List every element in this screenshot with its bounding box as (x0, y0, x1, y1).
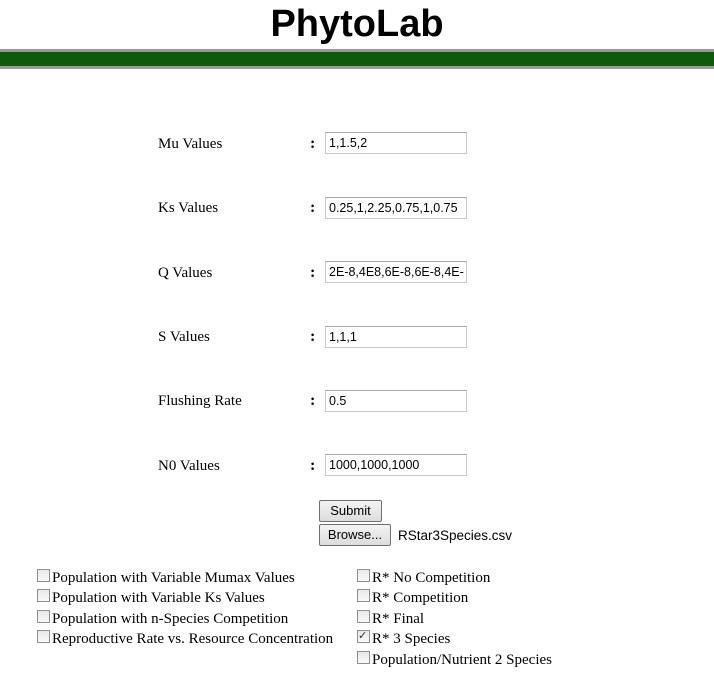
q-values-colon: : (310, 264, 316, 281)
option-rstar-3-species-label: R* 3 Species (372, 631, 451, 647)
ks-values-colon: : (310, 199, 316, 216)
option-mumax-label: Population with Variable Mumax Values (52, 570, 295, 586)
checkbox-n-species[interactable] (37, 610, 50, 623)
option-n-species-label: Population with n-Species Competition (52, 611, 289, 627)
s-values-input[interactable]: 1,1,1 (325, 326, 467, 348)
option-rstar-no-competition[interactable] (357, 569, 490, 587)
selected-file-name: RStar3Species.csv (398, 528, 513, 543)
mu-values-colon: : (310, 135, 316, 152)
checkbox-rstar-no-competition[interactable] (357, 569, 370, 582)
ks-values-label: Ks Values (158, 200, 219, 216)
q-values-input[interactable]: 2E-8,4E8,6E-8,6E-8,4E- (325, 261, 467, 283)
submit-button[interactable]: Submit (319, 500, 382, 522)
flushing-rate-label: Flushing Rate (158, 393, 242, 409)
checkbox-rstar-final[interactable] (357, 610, 370, 623)
option-rstar-no-competition-label: R* No Competition (372, 570, 491, 586)
option-mumax[interactable] (37, 569, 295, 587)
option-n-species[interactable] (37, 610, 288, 628)
option-rstar-final-label: R* Final (372, 611, 425, 627)
n0-values-colon: : (310, 457, 316, 474)
option-population-nutrient[interactable] (357, 651, 552, 669)
option-ks[interactable] (37, 589, 265, 607)
checkbox-rstar-3-species[interactable] (357, 630, 370, 643)
mu-values-input[interactable]: 1,1.5,2 (325, 132, 467, 154)
checkbox-ks[interactable] (37, 589, 50, 602)
page-title: PhytoLab (270, 3, 444, 45)
option-rstar-competition-label: R* Competition (372, 590, 469, 606)
flushing-rate-colon: : (310, 392, 316, 409)
option-rstar-3-species[interactable] (357, 630, 450, 648)
n0-values-input[interactable]: 1000,1000,1000 (325, 454, 467, 476)
flushing-rate-input[interactable]: 0.5 (325, 390, 467, 412)
n0-values-label: N0 Values (158, 458, 220, 474)
checkbox-rstar-competition[interactable] (357, 589, 370, 602)
checkbox-population-nutrient[interactable] (357, 651, 370, 664)
header-divider-bottom (0, 66, 714, 69)
ks-values-input[interactable]: 0.25,1,2.25,0.75,1,0.75 (325, 197, 467, 219)
s-values-colon: : (310, 328, 316, 345)
option-rstar-final[interactable] (357, 610, 424, 628)
checkbox-reproductive-rate[interactable] (37, 630, 50, 643)
option-rstar-competition[interactable] (357, 589, 468, 607)
q-values-label: Q Values (158, 265, 213, 281)
option-reproductive-rate-label: Reproductive Rate vs. Resource Concentration (52, 631, 334, 647)
s-values-label: S Values (158, 329, 210, 345)
browse-button[interactable]: Browse... (319, 524, 391, 546)
checkbox-mumax[interactable] (37, 569, 50, 582)
mu-values-label: Mu Values (158, 136, 223, 152)
option-reproductive-rate[interactable] (37, 630, 333, 648)
option-ks-label: Population with Variable Ks Values (52, 590, 265, 606)
option-population-nutrient-label: Population/Nutrient 2 Species (372, 652, 552, 668)
header-green-bar (0, 52, 714, 66)
